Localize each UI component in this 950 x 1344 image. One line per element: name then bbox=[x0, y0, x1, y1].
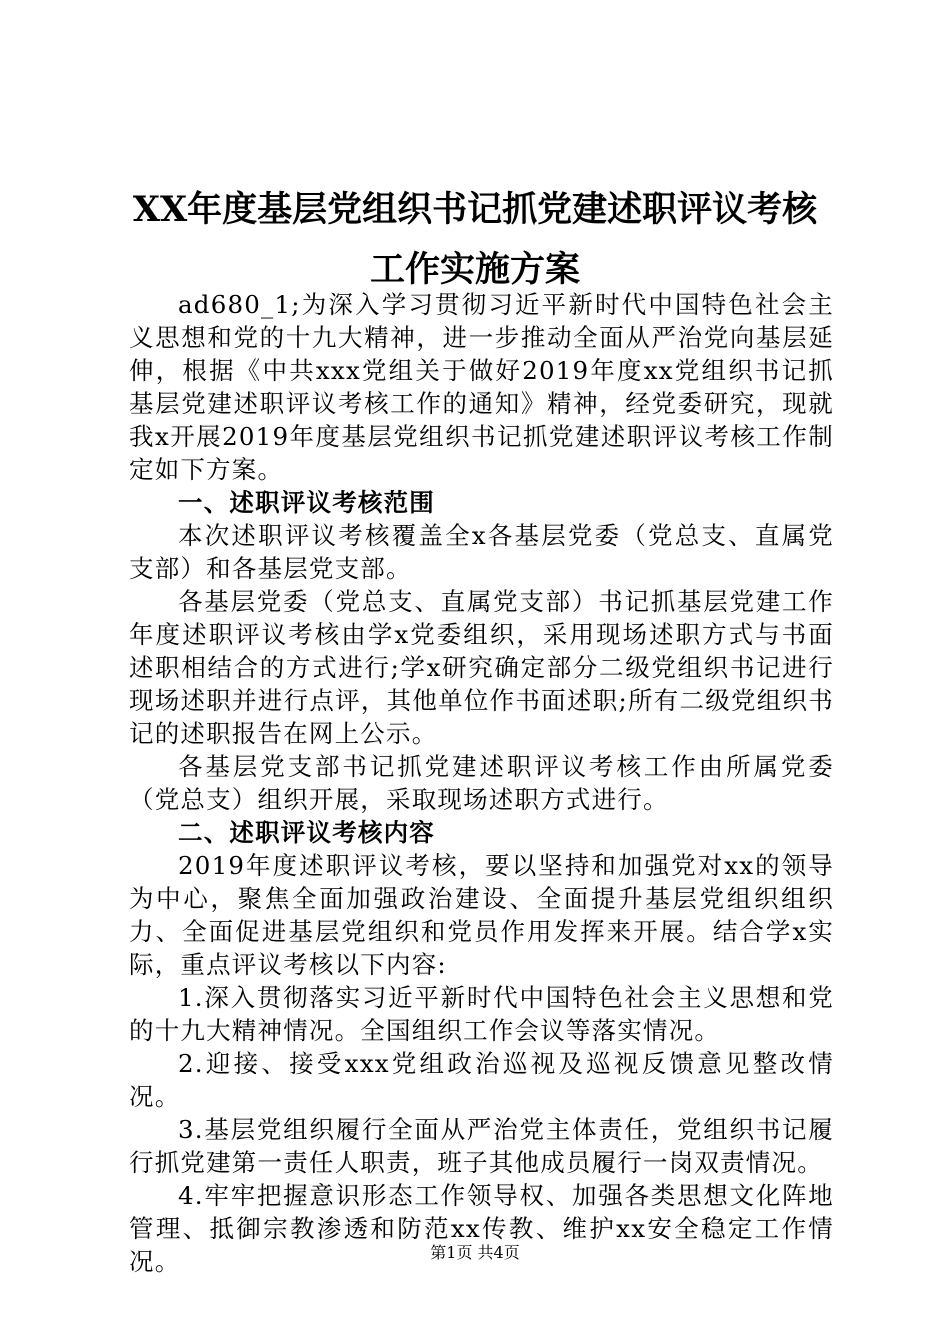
section-heading-content: 二、述职评议考核内容 bbox=[178, 818, 435, 847]
intro-paragraph: ad680_1;为深入学习贯彻习近平新时代中国特色社会主义思想和党的十九大精神，进一步推动全面从严治党向基层延伸，根据《中共xxx党组关于做好2019年度xx党组织书记抓基层党建述职评议考核工作的通知》精神，经党委研究，现就我x开展2019年度基层党组织书记抓党建述职评议考核工作制定如下方案。 bbox=[129, 290, 834, 484]
body-paragraph: 各基层党委（党总支、直属党支部）书记抓基层党建工作年度述职评议考核由学x党委组织，采用现场述职方式与书面述职相结合的方式进行;学x研究确定部分二级党组织书记进行现场述职并进行点评，其他单位作书面述职;所有二级党组织书记的述职报告在网上公示。 bbox=[129, 587, 834, 748]
document-title-line-1: XX年度基层党组织书记抓党建述职评议考核 bbox=[132, 189, 818, 230]
list-item: 4.牢牢把握意识形态工作领导权、加强各类思想文化阵地管理、抵御宗教渗透和防范xx传教、维护xx安全稳定工作情况。 bbox=[129, 1181, 834, 1276]
list-item: 1.深入贯彻落实习近平新时代中国特色社会主义思想和党的十九大精神情况。全国组织工作会议等落实情况。 bbox=[129, 983, 834, 1045]
section-heading-scope: 一、述职评议考核范围 bbox=[178, 488, 435, 517]
list-item: 2.迎接、接受xxx党组政治巡视及巡视反馈意见整改情况。 bbox=[129, 1049, 834, 1111]
body-paragraph: 本次述职评议考核覆盖全x各基层党委（党总支、直属党支部）和各基层党支部。 bbox=[129, 521, 834, 583]
document-title-line-2: 工作实施方案 bbox=[369, 249, 580, 290]
body-paragraph: 2019年度述职评议考核，要以坚持和加强党对xx的领导为中心，聚焦全面加强政治建设、全面提升基层党组织组织力、全面促进基层党组织和党员作用发挥来开展。结合学x实际，重点评议考核以下内容: bbox=[129, 851, 834, 979]
body-paragraph: 各基层党支部书记抓党建述职评议考核工作由所属党委（党总支）组织开展，采取现场述职方式进行。 bbox=[129, 752, 834, 814]
list-item: 3.基层党组织履行全面从严治党主体责任，党组织书记履行抓党建第一责任人职责，班子其他成员履行一岗双责情况。 bbox=[129, 1115, 834, 1177]
page-footer: 第1页 共4页 bbox=[430, 1243, 520, 1262]
document-body bbox=[129, 288, 834, 1278]
